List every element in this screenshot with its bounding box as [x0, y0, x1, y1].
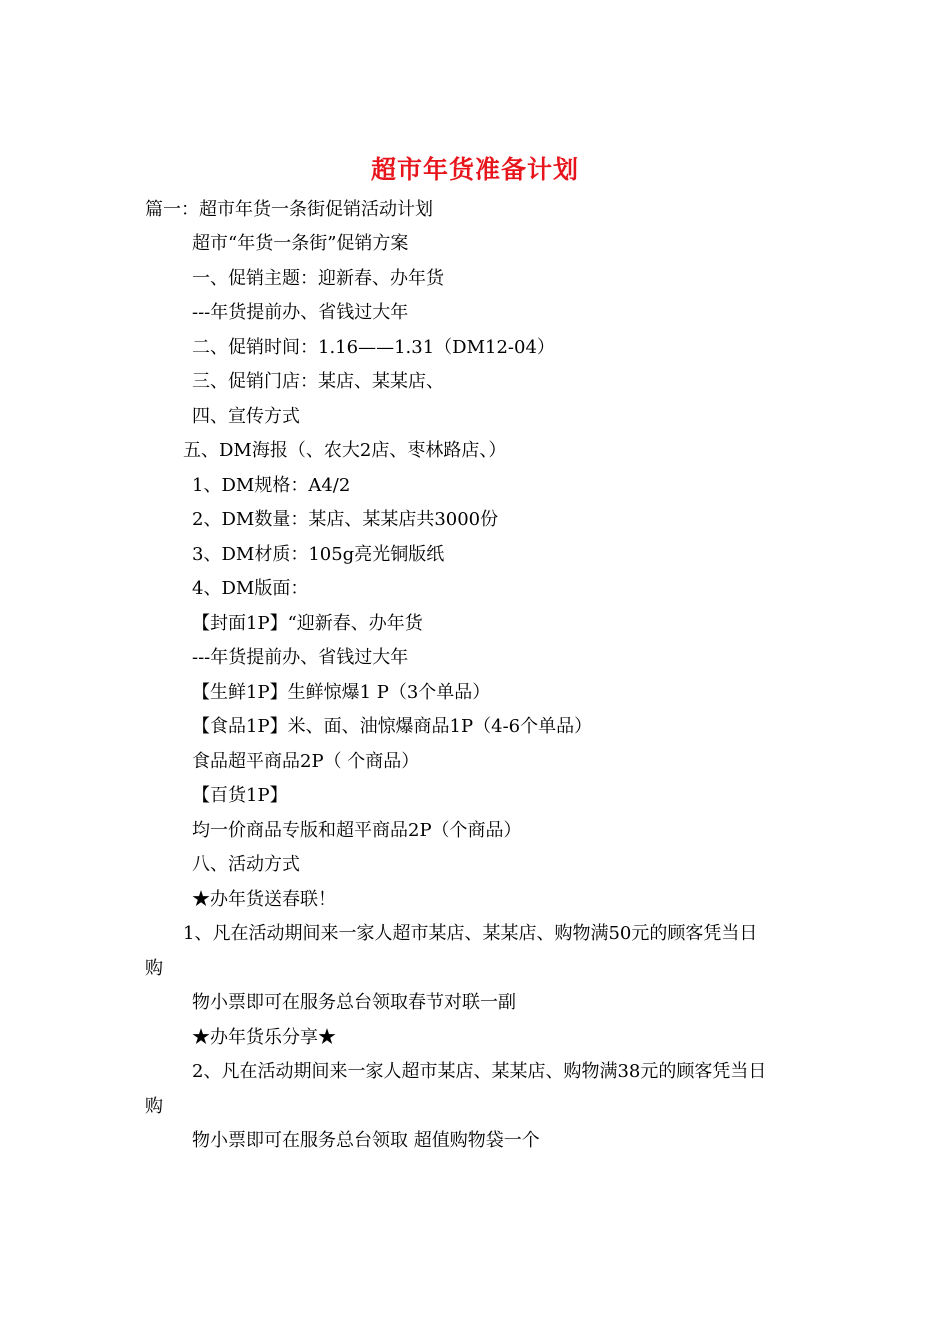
dm-poster-heading: 五、DM海报（、农大2店、枣林路店、）: [183, 440, 507, 461]
promo-slogan: ---年货提前办、省钱过大年: [192, 302, 409, 323]
promo-time: 二、促销时间：1.16——1.31（DM12-04）: [192, 337, 555, 358]
dm-material: 3、DM材质：105g亮光铜版纸: [192, 544, 445, 565]
activity-bag-wrap: 购: [145, 1096, 163, 1117]
dm-general: 【百货1P】: [192, 785, 288, 806]
activity-couplet-rule: 1、凡在活动期间来一家人超市某店、某某店、购物满50元的顾客凭当日: [183, 923, 758, 944]
activity-couplet-reward: 物小票即可在服务总台领取春节对联一副: [192, 992, 516, 1013]
plan-subtitle: 超市“年货一条街”促销方案: [192, 233, 409, 254]
activity-couplet-title: ★办年货送春联！: [192, 889, 336, 910]
activity-couplet-wrap: 购: [145, 958, 163, 979]
activity-share-title: ★办年货乐分享★: [192, 1027, 336, 1048]
activity-bag-reward: 物小票即可在服务总台领取 超值购物袋一个: [192, 1130, 540, 1151]
activity-heading: 八、活动方式: [192, 854, 300, 875]
dm-cover-slogan: ---年货提前办、省钱过大年: [192, 647, 409, 668]
activity-bag-rule: 2、凡在活动期间来一家人超市某店、某某店、购物满38元的顾客凭当日: [192, 1061, 767, 1082]
dm-layout: 4、DM版面：: [192, 578, 309, 599]
dm-quantity: 2、DM数量：某店、某某店共3000份: [192, 509, 499, 530]
dm-spec: 1、DM规格：A4/2: [192, 475, 351, 496]
section-heading: 篇一：超市年货一条街促销活动计划: [145, 199, 433, 220]
document-title: 超市年货准备计划: [370, 155, 579, 184]
dm-fresh: 【生鲜1P】生鲜惊爆1 P（3个单品）: [192, 682, 491, 703]
publicity-heading: 四、宣传方式: [192, 406, 300, 427]
dm-cover: 【封面1P】“迎新春、办年货: [192, 613, 423, 634]
dm-food-extra: 食品超平商品2P（ 个商品）: [192, 751, 420, 772]
promo-stores: 三、促销门店：某店、某某店、: [192, 371, 444, 392]
dm-general-detail: 均一价商品专版和超平商品2P（个商品）: [192, 820, 522, 841]
promo-theme: 一、促销主题：迎新春、办年货: [192, 268, 444, 289]
dm-food: 【食品1P】米、面、油惊爆商品1P（4-6个单品）: [192, 716, 593, 737]
